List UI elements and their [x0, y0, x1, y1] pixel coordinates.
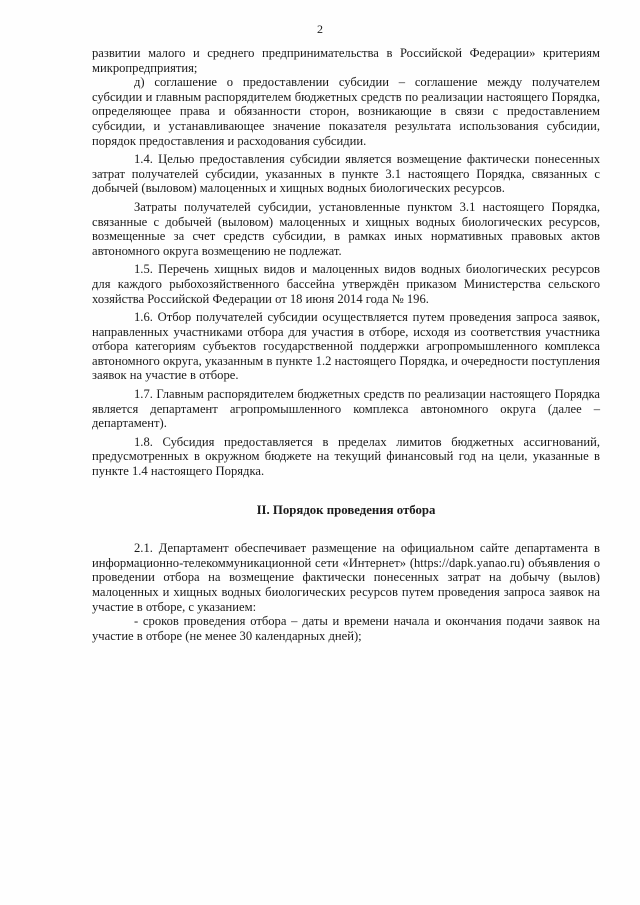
paragraph-costs: Затраты получателей субсидии, установленные пунктом 3.1 настоящего Порядка, связанные с добычей (выловом) малоценных и хищных водных биологических ресурсов, возмещенные за счет средств субсидии, в рамках иных нормативных правовых актов автономного округа возмещению не подлежат. — [92, 199, 600, 258]
paragraph-definition-d: д) соглашение о предоставлении субсидии – соглашение между получателем субсидии и главным распорядителем бюджетных средств по реализации настоящего Порядка, определяющее права и обязанности сторон, возникающие в связи с предоставлением субсидии, и устанавливающее значение показателя результата использования субсидии, порядок предоставления и расходования субсидии. — [92, 75, 600, 148]
paragraph-1-5: 1.5. Перечень хищных видов и малоценных видов водных биологических ресурсов для каждого рыбохозяйственного бассейна утверждён приказом Министерства сельского хозяйства Российской Федерации от 18 июня 2014 года № 196. — [92, 262, 600, 306]
paragraph-continuation: развитии малого и среднего предпринимательства в Российской Федерации» критериям микропредприятия; — [92, 46, 600, 75]
paragraph-1-4: 1.4. Целью предоставления субсидии является возмещение фактически понесенных затрат получателей субсидии, указанных в пункте 3.1 настоящего Порядка, связанных с добычей (выловом) малоценных и хищных водных биологических ресурсов. — [92, 152, 600, 196]
paragraph-1-6: 1.6. Отбор получателей субсидии осуществляется путем проведения запроса заявок, направленных участниками отбора для участия в отборе, исходя из соответствия участника отбора категориям субъектов государственной поддержки агропромышленного комплекса автономного округа, указанным в пункте 1.2 настоящего Порядка, и очередности поступления заявок на участие в отборе. — [92, 310, 600, 383]
paragraph-1-7: 1.7. Главным распорядителем бюджетных средств по реализации настоящего Порядка является департамент агропромышленного комплекса автономного округа (далее – департамент). — [92, 387, 600, 431]
section-heading: II. Порядок проведения отбора — [256, 502, 436, 517]
paragraph-2-1: 2.1. Департамент обеспечивает размещение на официальном сайте департамента в информационно-телекоммуникационной сети «Интернет» (https://dapk.yanao.ru) объявления о проведении отбора на возмещение фактически понесенных затрат на добычу (вылов) малоценных и хищных водных биологических ресурсов путем проведения запроса заявок на участие в отборе, с указанием: — [92, 541, 600, 614]
page-number: 2 — [317, 22, 323, 36]
document-body — [92, 46, 600, 643]
paragraph-1-8: 1.8. Субсидия предоставляется в пределах лимитов бюджетных ассигнований, предусмотренных в окружном бюджете на текущий финансовый год на цели, указанные в пункте 1.4 настоящего Порядка. — [92, 434, 600, 479]
paragraph-list-item: - сроков проведения отбора – даты и времени начала и окончания подачи заявок на участие в отборе (не менее 30 календарных дней); — [92, 614, 600, 643]
